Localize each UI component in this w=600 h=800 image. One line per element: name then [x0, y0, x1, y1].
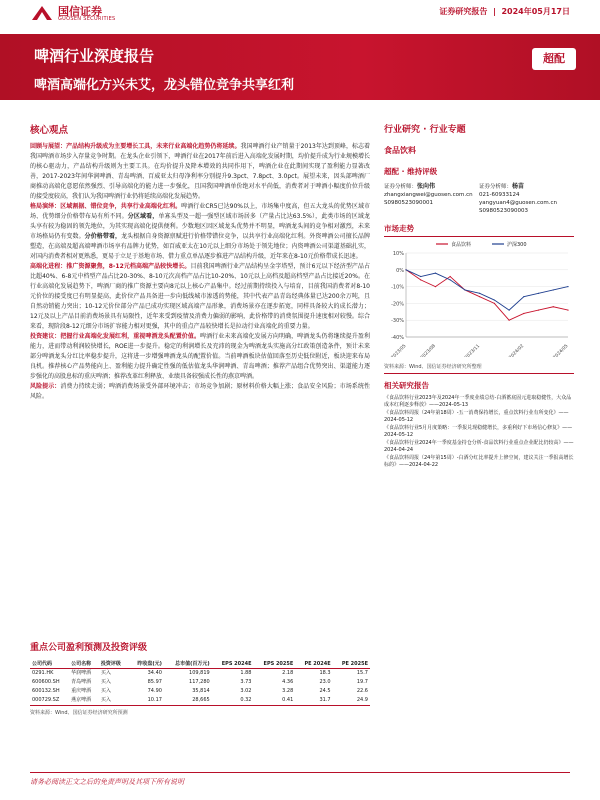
analyst-label: 证券分析师： — [384, 184, 418, 190]
col-header: 公司代码 — [30, 659, 69, 669]
cell-eps-2024: 3.02 — [240, 688, 252, 694]
cell-close: 74.90 — [147, 688, 162, 694]
data-point — [553, 289, 554, 290]
data-point — [523, 313, 524, 314]
cell-eps-2024: 1.88 — [240, 670, 252, 676]
legend-label: 食品饮料 — [451, 242, 472, 248]
paragraph-investment — [30, 332, 370, 382]
cell-eps-2025: 2.18 — [282, 670, 294, 676]
data-point — [450, 276, 451, 277]
analyst-card — [479, 183, 574, 215]
data-point — [420, 279, 421, 280]
disclaimer-text: 请务必阅读正文之后的免责声明及其项下所有说明 — [30, 778, 184, 786]
para-body: 我国啤酒行业产销量于2013年达到顶峰，标志着我国啤酒市场步入存量竞争时期。在龙头企业引领下，啤酒行业在2017年前后进入高端化发展时期，均价提升成为行业规模增长的核心驱动力，产品结构升级则为主要工具。在均价提升及降本增效的共同作用下，啤酒企业在此期间实现了盈利能力显著改善，2017-2023年间华润啤酒、青岛啤酒、百威亚太归母净利率分别提升9.3pct、7.8pct、3.0pct。展望未来，因头部啤酒厂商推动高端化意愿依然强烈、引导高端化的能力进一步强化，且国我国啤酒单价绝对水平尚低，消费者对于啤酒小幅度价位升级的接受度较高，我们认为我国啤酒行业仍将延续高端化发展趋势。 — [30, 143, 370, 200]
col-header: EPS 2024E — [212, 659, 254, 669]
cell-close: 34.40 — [147, 670, 162, 676]
logo-subtitle: GUOSEN SECURITIES — [58, 16, 116, 22]
col-header: EPS 2025E — [254, 659, 296, 669]
para-lead: 格局演绎：区域割据、错位竞争，共享行业高端化红利。 — [30, 203, 182, 210]
data-point — [435, 286, 436, 287]
cell-company: 青岛啤酒 — [71, 679, 92, 685]
related-report[interactable]: 《食品饮料周报（24年第15周）-白酒分红比率提升上修空间，建议关注一季报高增长标的》——2024-04-22 — [384, 455, 574, 468]
cell-pe-2025: 15.7 — [356, 670, 368, 676]
para-lead: 高端化进程：推广资源聚焦，8-12元档高端产品较快增长。 — [30, 263, 191, 270]
para-lead: 风险提示： — [30, 383, 61, 390]
para-body: 龙头根据自身资源禀赋进行价格带错位竞争，以共享行业高端化红利。外资啤酒公司擅长品牌塑造，在高端及超高端啤酒市场享有品牌力优势，如百威亚太在10元以上细分市场处于领先地位；内资啤酒公司渠道基础扎实，对国内消费者相对更熟悉，更易于立足于基地市场、借力重点单品逐步推进产品结构升级，近年来在8-10元价格带成长迅速。 — [30, 233, 370, 260]
report-type-date — [439, 6, 570, 17]
analysts — [384, 183, 574, 215]
y-tick-label: -40% — [391, 335, 404, 341]
cell-eps-2025: 4.36 — [282, 679, 294, 685]
related-report[interactable]: 《食品饮料行业5月月度策略：一季报兑现稳健增长，多重利好下市场信心修复》——2024-05-12 — [384, 425, 573, 438]
cell-mktcap: 28,665 — [164, 696, 212, 706]
para-body: 目前我国啤酒行业产品结构呈金字塔型，预计6元以下经济型产品占比超40%、6-8元中档型产品占比20-30%、8-10元次高档产品占比10-20%、10元以上高档及超高档型产品占比接近20%。在行业高端化发展趋势下，啤酒厂商的推广资源主要向8元以上核心产品集中。经过前期持续投入与培育，目前我国消费者对8-10元价位的接受度已有明显提高，此价位产品具备进一步向低线城市渗透的势能，其中代表产品青岛经典体量已达200余万吨，且自然动销能力突出；10-12元价位部分产品已成功实现区域高端产品形象，消费场景亦在逐步拓宽，同样具备较大的成长潜力；12元及以上产品目前消费场景具有局限性，近年来受到疫情及消费力偏弱的影响，此价格带的消费氛围提升速度相对较慢。综合来看，现阶段8-12元细分市场扩容能力相对更强，其中的重点产品较快增长是拉动行业高端化的重要力量。 — [30, 263, 370, 330]
data-point — [553, 306, 554, 307]
chart-title: 市场走势 — [384, 223, 574, 237]
data-point — [464, 289, 465, 290]
data-point — [479, 293, 480, 294]
para-body: 消费力持续走弱；啤酒消费场景受外部环境冲击；市场竞争加剧；原材料价格大幅上涨；食品安全风险；市场系统性风险。 — [30, 383, 370, 400]
guosen-logo-icon — [30, 4, 54, 22]
data-point — [405, 269, 406, 270]
cell-code: 600132.SH — [32, 688, 60, 694]
report-title: 啤酒行业深度报告 — [34, 47, 155, 65]
divider: | — [490, 7, 499, 16]
cell-rating: 买入 — [100, 679, 111, 685]
data-point — [523, 296, 524, 297]
page-footer — [30, 772, 570, 787]
cell-code: 000729.SZ — [30, 696, 69, 706]
industry-rating: 超配 · 维持评级 — [384, 167, 438, 176]
rating-badge: 超配 — [532, 48, 576, 70]
table-row — [30, 678, 370, 687]
cell-pe-2025: 24.9 — [333, 696, 370, 706]
research-line: 行业研究 · 行业专题 — [384, 125, 466, 135]
cell-rating: 买入 — [100, 688, 111, 694]
cell-pe-2025: 22.6 — [356, 688, 368, 694]
cell-eps-2024: 3.73 — [240, 679, 252, 685]
col-header: 昨收盘(元) — [129, 659, 164, 669]
core-views-title: 核心观点 — [30, 125, 69, 136]
y-tick-label: -30% — [391, 318, 404, 325]
x-tick-label: 2023/08 — [420, 343, 437, 357]
analyst-label: 证券分析师： — [479, 184, 513, 190]
y-tick-label: 10% — [392, 251, 404, 257]
forecast-table — [30, 659, 370, 706]
para-body: 单寡头型及一超一强型区域市场居多（产量占比达63.5%），此类市场的区域龙头享有较为稳固的领先地位，为其实现高端化提供便利。少数地区因区域龙头优势并不明显，啤酒龙头间的竞争相对激烈，未来市场格局仍有变数。 — [30, 213, 370, 240]
analyst-email[interactable]: zhangxiangwei@guosen.com.cn — [384, 192, 473, 198]
report-date: 2024年05月17日 — [501, 7, 570, 16]
related-reports-title: 相关研究报告 — [384, 381, 429, 390]
x-tick-label: 2024/05 — [552, 343, 570, 357]
cell-eps-2025: 3.28 — [282, 688, 294, 694]
cell-pe-2024: 31.7 — [295, 696, 332, 706]
analyst-name: 杨苗 — [512, 183, 525, 190]
para-body: 啤酒行业未来高端化发展方向明确，啤酒龙头仍将继续提升盈利能力，进而带动利润较快增长，ROE进一步提升。稳定的利润增长及充沛的现金为啤酒龙头实施高分红政策创造条件，预计未来部分啤酒龙头分红比率稳步提升，这将进一步增强啤酒龙头的配置价值。当前啤酒板块估值回落至历史低位附近，板块迎来布局良机。推荐核心产品势能向上、盈利能力提升确定性强的低估值龙头华润啤酒、青岛啤酒；推荐产品组合优势突出、渠道能力逐步强化的高股息标的重庆啤酒；推荐改革红利释放、业绩具备较强成长性的燕京啤酒。 — [30, 333, 370, 380]
analyst-card — [384, 183, 479, 215]
forecast-table-section — [30, 640, 570, 716]
x-tick-label: 2023/11 — [464, 343, 482, 357]
data-point — [479, 296, 480, 297]
cell-pe-2024: 18.3 — [319, 670, 331, 676]
industry-name: 食品饮料 — [384, 146, 416, 155]
analyst-phone: 021-60933124 — [479, 192, 520, 198]
title-banner — [0, 34, 600, 100]
sidebar — [384, 122, 574, 470]
y-tick-label: 0% — [396, 267, 404, 274]
data-point — [538, 293, 539, 294]
forecast-table-title: 重点公司盈利预测及投资评级 — [30, 643, 148, 653]
cell-close: 10.17 — [129, 696, 164, 706]
series-line-csi300 — [406, 270, 568, 310]
data-point — [450, 279, 451, 280]
y-tick-label: -20% — [391, 301, 404, 308]
cell-eps-2025: 0.41 — [254, 696, 296, 706]
data-point — [538, 310, 539, 311]
core-views-section — [30, 122, 370, 402]
para-bold: 分价格带看， — [84, 233, 122, 240]
legend-label: 沪深300 — [507, 242, 527, 248]
table-source-note: 资料来源：Wind、国信证券经济研究所预测 — [30, 710, 128, 716]
data-point — [508, 320, 509, 321]
data-point — [420, 276, 421, 277]
cell-mktcap: 109,819 — [189, 670, 210, 676]
paragraph-risk — [30, 382, 370, 402]
cell-code: 600600.SH — [32, 679, 60, 685]
cell-mktcap: 35,814 — [192, 688, 210, 694]
cell-close: 85.97 — [147, 679, 162, 685]
cell-pe-2024: 23.0 — [319, 679, 331, 685]
report-kind: 证券研究报告 — [439, 7, 488, 16]
analyst-cert: S0980523090003 — [479, 208, 528, 214]
data-point — [494, 303, 495, 304]
table-row — [30, 687, 370, 696]
paragraph-premiumization — [30, 262, 370, 332]
cell-company: 华润啤酒 — [71, 670, 92, 676]
cell-pe-2024: 24.5 — [319, 688, 331, 694]
cell-company: 重庆啤酒 — [71, 688, 92, 694]
paragraph-review — [30, 142, 370, 202]
cell-company: 燕京啤酒 — [69, 696, 99, 706]
paragraph-structure — [30, 202, 370, 262]
para-body: 啤酒行业CR5已达90%以上，市场集中度高，但五大龙头的优势区域市场、优势细分价格带布局有所不同。 — [30, 203, 370, 220]
data-point — [435, 273, 436, 274]
analyst-email[interactable]: yangyuan4@guosen.com.cn — [479, 200, 558, 206]
table-row — [30, 669, 370, 679]
data-point — [567, 310, 568, 311]
col-header: 总市值(百万元) — [164, 659, 212, 669]
related-report[interactable]: 《食品饮料行业2023年及2024年一季度业绩总结-白酒蓄底固元进取稳健性，大众品成本红利逐步释放》——2024-05-13 — [384, 395, 572, 408]
series-line-food-beverage — [406, 270, 568, 320]
y-tick-label: -10% — [391, 284, 404, 291]
para-bold: 分区域看， — [127, 213, 159, 220]
table-header-row — [30, 659, 370, 669]
x-tick-label: 2023/05 — [390, 343, 408, 357]
market-trend-chart — [384, 237, 574, 357]
cell-rating: 买入 — [100, 670, 111, 676]
col-header: PE 2025E — [333, 659, 370, 669]
col-header: 投资评级 — [99, 659, 129, 669]
x-tick-label: 2024/02 — [508, 343, 526, 357]
cell-rating: 买入 — [99, 696, 129, 706]
analyst-cert: S0980523090001 — [384, 200, 433, 206]
logo-name: 国信证券 — [58, 5, 102, 18]
analyst-name: 张向伟 — [417, 183, 436, 190]
data-point — [494, 299, 495, 300]
col-header: 公司名称 — [69, 659, 99, 669]
top-bar — [0, 0, 600, 30]
cell-code: 0291.HK — [32, 670, 54, 676]
table-row — [30, 696, 370, 706]
report-subtitle: 啤酒高端化方兴未艾，龙头错位竞争共享红利 — [34, 78, 295, 93]
col-header: PE 2024E — [295, 659, 332, 669]
related-report[interactable]: 《食品饮料周报（24年第18周）-五一消费保持增长，重点饮料行业有所变化》——2024-05-12 — [384, 410, 569, 423]
para-lead: 投资建议：把握行业高端化发展红利，重视啤酒龙头配置价值。 — [30, 333, 201, 340]
cell-mktcap: 117,280 — [189, 679, 210, 685]
para-lead: 回顾与展望：产品结构升级成为主要增长工具，未来行业高端化趋势仍将延续。 — [30, 143, 241, 150]
data-point — [508, 310, 509, 311]
chart-source: 资料来源：Wind、国信证券经济研究所整理 — [384, 363, 574, 374]
related-report[interactable]: 《食品饮料行业2024年一季度基金持仓分析-食品饮料行业重点企业配比仍较高》——2024-04-24 — [384, 440, 574, 453]
cell-pe-2025: 19.7 — [356, 679, 368, 685]
cell-eps-2024: 0.32 — [212, 696, 254, 706]
data-point — [567, 286, 568, 287]
